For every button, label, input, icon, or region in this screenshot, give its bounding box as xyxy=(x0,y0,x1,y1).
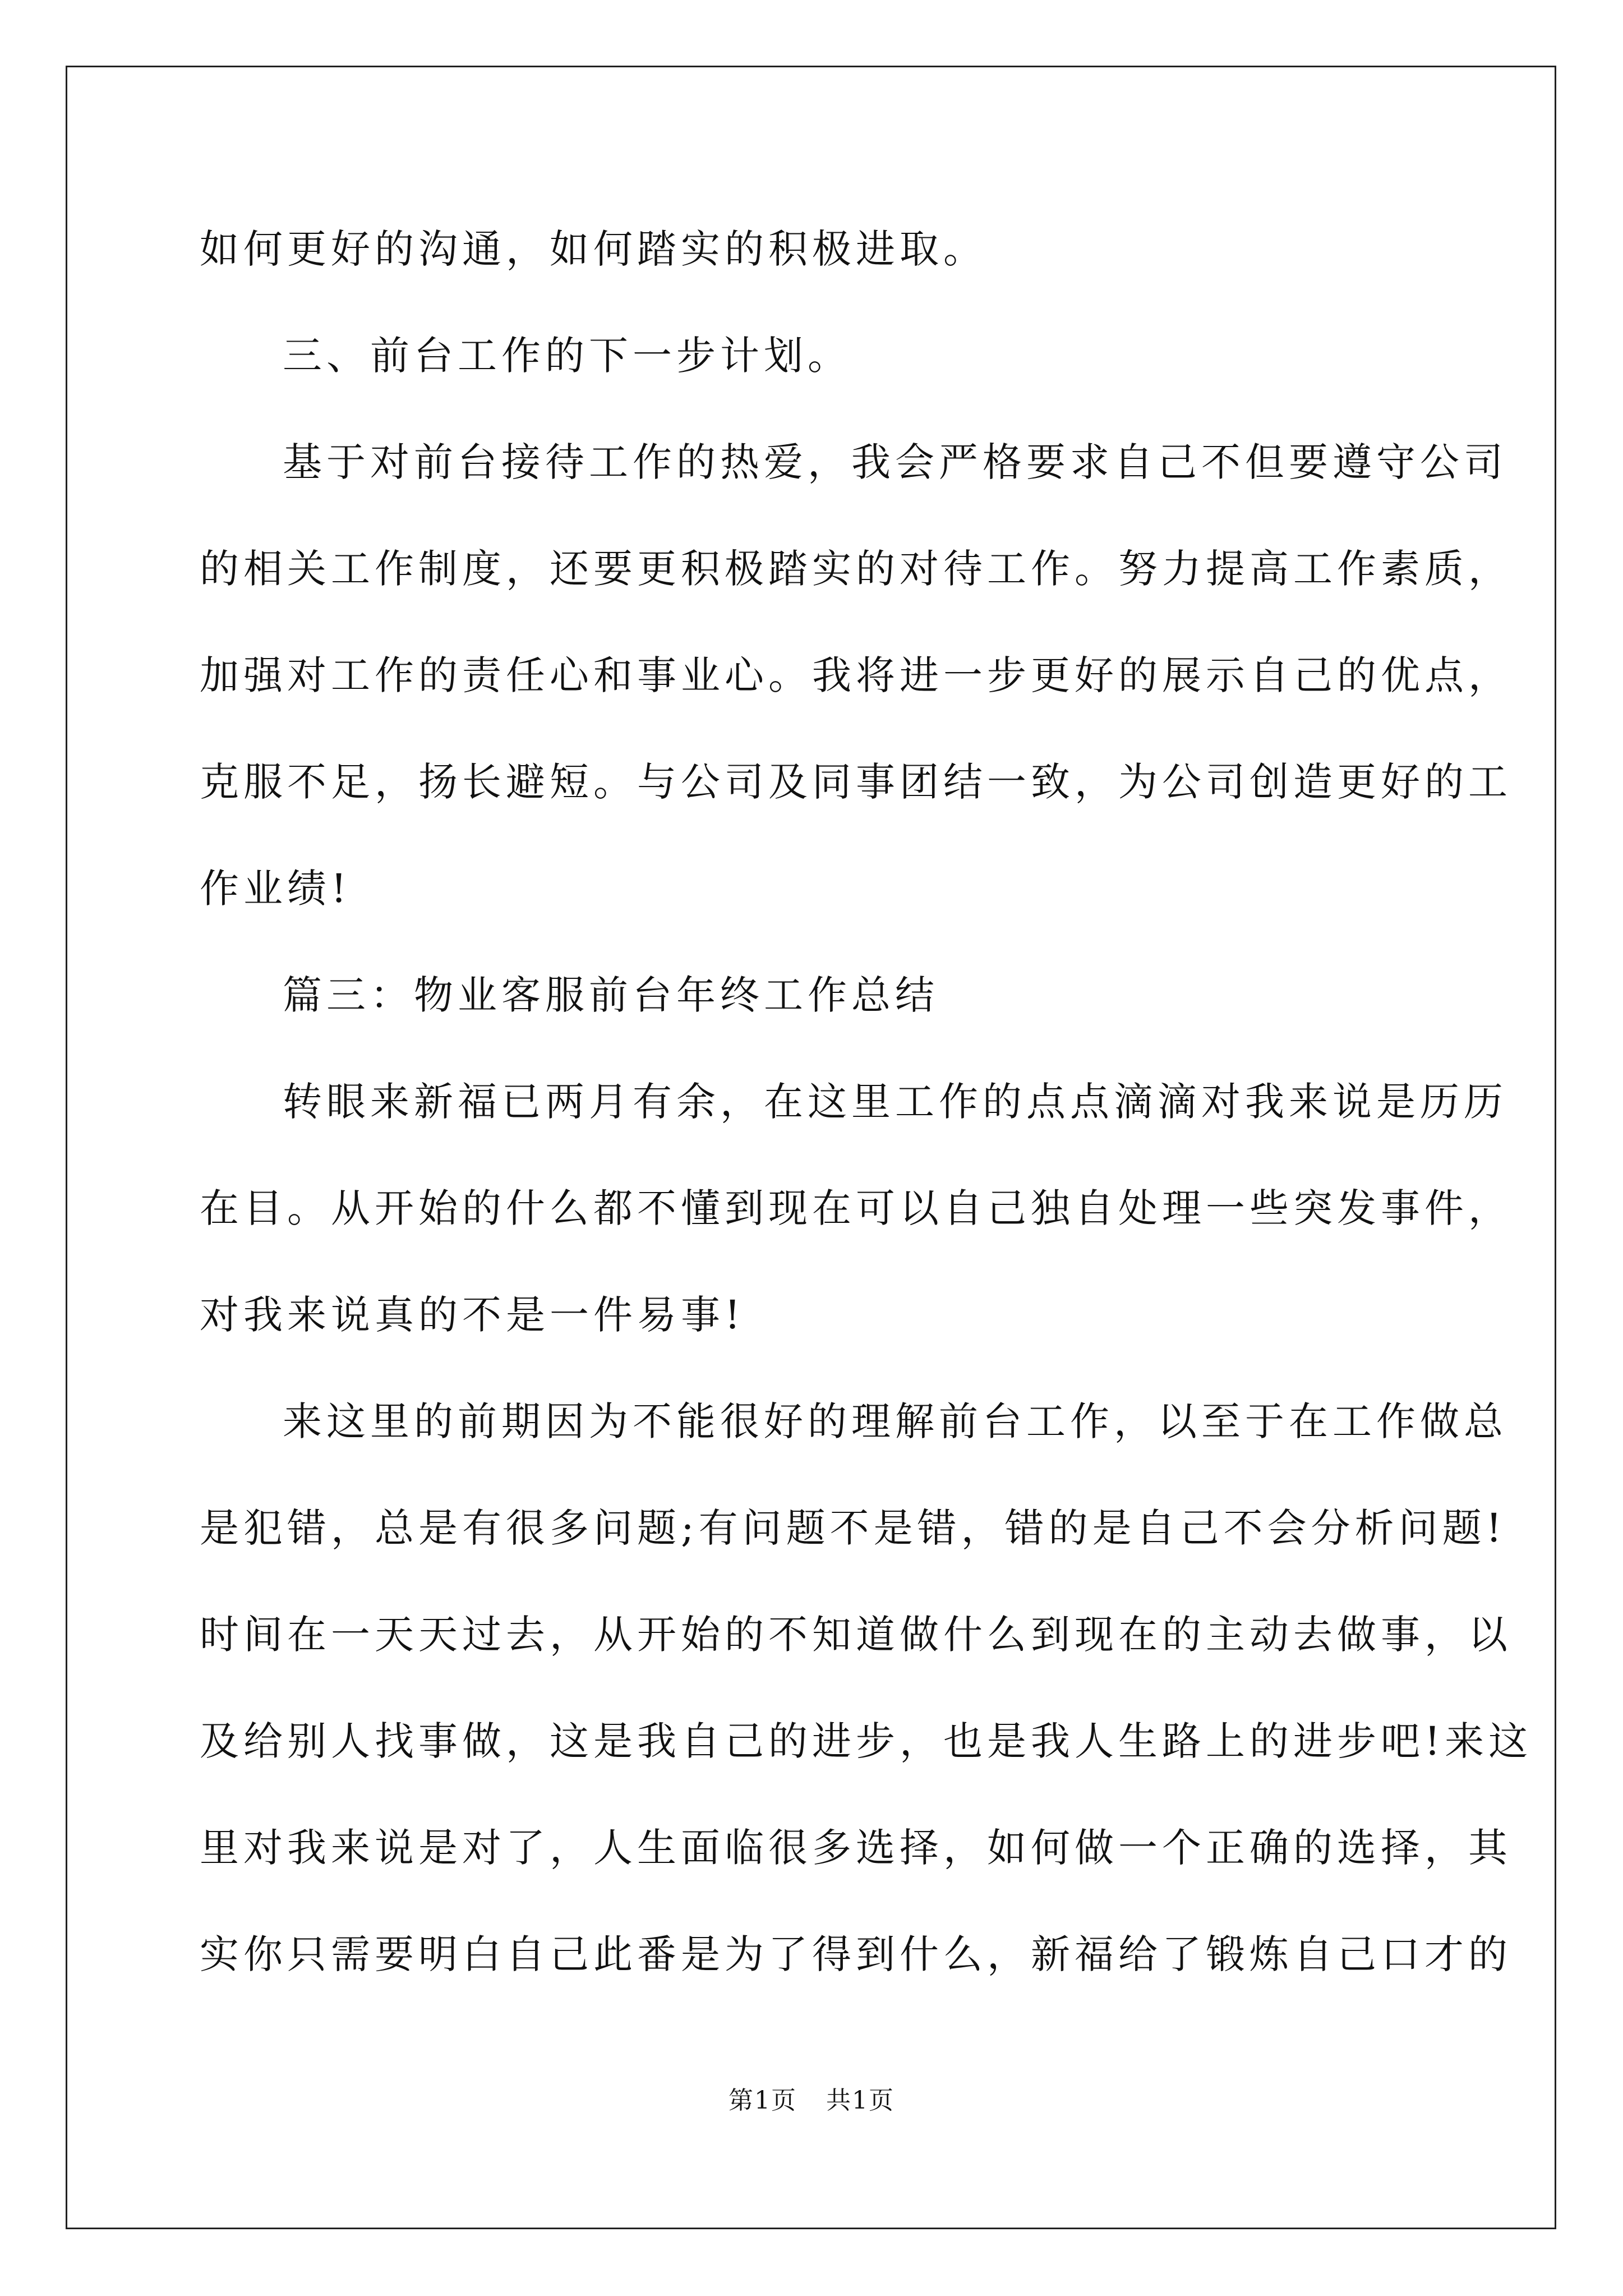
paragraph-line: 里对我来说是对了，人生面临很多选择，如何做一个正确的选择，其 xyxy=(200,1825,1512,1871)
paragraph-line: 及给别人找事做，这是我自己的进步，也是我人生路上的进步吧!来这 xyxy=(200,1718,1533,1764)
paragraph-line: 如何更好的沟通，如何踏实的积极进取。 xyxy=(200,226,987,272)
paragraph-line: 克服不足，扬长避短。与公司及同事团结一致，为公司创造更好的工 xyxy=(200,759,1512,805)
paragraph-line: 作业绩! xyxy=(200,866,352,912)
paragraph-line: 来这里的前期因为不能很好的理解前台工作，以至于在工作做总 xyxy=(283,1398,1507,1444)
article-heading: 篇三：物业客服前台年终工作总结 xyxy=(283,972,939,1018)
paragraph-line: 实你只需要明白自己此番是为了得到什么，新福给了锻炼自己口才的 xyxy=(200,1931,1512,1977)
paragraph-line: 时间在一天天过去，从开始的不知道做什么到现在的主动去做事，以 xyxy=(200,1612,1512,1658)
paragraph-line: 加强对工作的责任心和事业心。我将进一步更好的展示自己的优点， xyxy=(200,652,1512,698)
paragraph-line: 转眼来新福已两月有余，在这里工作的点点滴滴对我来说是历历 xyxy=(283,1079,1507,1125)
page-total: 共1页 xyxy=(826,2086,895,2115)
paragraph-line: 在目。从开始的什么都不懂到现在可以自己独自处理一些突发事件， xyxy=(200,1185,1512,1231)
page-border xyxy=(66,66,1556,2229)
paragraph-line: 的相关工作制度，还要更积极踏实的对待工作。努力提高工作素质， xyxy=(200,546,1512,592)
paragraph-line: 对我来说真的不是一件易事! xyxy=(200,1292,745,1338)
paragraph-line: 基于对前台接待工作的热爱，我会严格要求自己不但要遵守公司 xyxy=(283,439,1507,485)
page-footer xyxy=(0,2084,1623,2118)
page-number: 第1页 xyxy=(728,2086,797,2115)
section-heading: 三、前台工作的下一步计划。 xyxy=(283,333,851,379)
paragraph-line: 是犯错，总是有很多问题;有问题不是错，错的是自己不会分析问题! xyxy=(200,1505,1506,1551)
